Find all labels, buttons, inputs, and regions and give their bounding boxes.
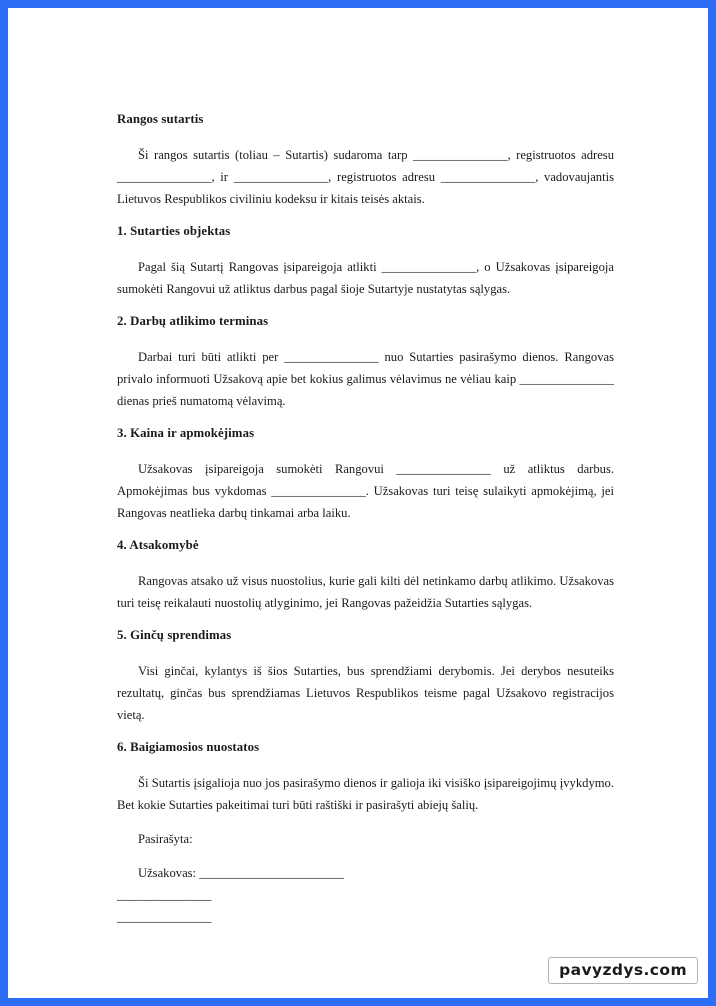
document-body <box>117 112 614 928</box>
section-heading: 6. Baigiamosios nuostatos <box>117 740 260 754</box>
client-signature-line: Užsakovas: _______________________ <box>138 866 345 880</box>
section-text: Darbai turi būti atlikti per _______________ nuo Sutarties pasirašymo dienos. Rangovas privalo informuoti Užsakovą apie bet kokius galimus vėlavimus ne vėliau kaip _______________ dienas prieš numatomą vėlavimą. <box>117 350 614 408</box>
section-heading: 3. Kaina ir apmokėjimas <box>117 426 255 440</box>
section-text: Užsakovas įsipareigoja sumokėti Rangovui _______________ už atliktus darbus. Apmokėjimas bus vykdomas _______________. Užsakovas turi teisę sulaikyti apmokėjimą, jei Rangovas neatlieka darbų tinkamai arba laiku. <box>117 462 614 520</box>
signed-label: Pasirašyta: <box>138 832 193 846</box>
document-title: Rangos sutartis <box>117 112 204 126</box>
watermark-badge: pavyzdys.com <box>548 957 698 984</box>
section-text: Pagal šią Sutartį Rangovas įsipareigoja atlikti _______________, o Užsakovas įsipareigoja sumokėti Rangovui už atliktus darbus pagal šioje Sutartyje nustatytas sąlygas. <box>117 260 614 296</box>
section-heading: 1. Sutarties objektas <box>117 224 231 238</box>
section-heading: 2. Darbų atlikimo terminas <box>117 314 269 328</box>
signature-blank-line: _______________ <box>117 888 212 902</box>
section-heading: 5. Ginčų sprendimas <box>117 628 232 642</box>
section-text: Rangovas atsako už visus nuostolius, kurie gali kilti dėl netinkamo darbų atlikimo. Užsakovas turi teisę reikalauti nuostolių atlyginimo, jei Rangovas pažeidžia Sutarties sąlygas. <box>117 574 614 610</box>
section-text: Ši Sutartis įsigalioja nuo jos pasirašymo dienos ir galioja iki visiško įsipareigojimų įvykdymo. Bet kokie Sutarties pakeitimai turi būti raštiški ir pasirašyti abiejų šalių. <box>117 776 614 812</box>
intro-paragraph: Ši rangos sutartis (toliau – Sutartis) sudaroma tarp _______________, registruotos adresu _______________, ir _______________, registruotos adresu _______________, vadovaujantis Lietuvos Respublikos civiliniu kodeksu ir kitais teisės aktais. <box>117 148 614 206</box>
signature-blank-line: _______________ <box>117 910 212 924</box>
section-heading: 4. Atsakomybė <box>117 538 199 552</box>
section-text: Visi ginčai, kylantys iš šios Sutarties, bus sprendžiami derybomis. Jei derybos nesuteiks rezultatų, ginčas bus sprendžiamas Lietuvos Respublikos teisme pagal Užsakovo registracijos vietą. <box>117 664 614 722</box>
